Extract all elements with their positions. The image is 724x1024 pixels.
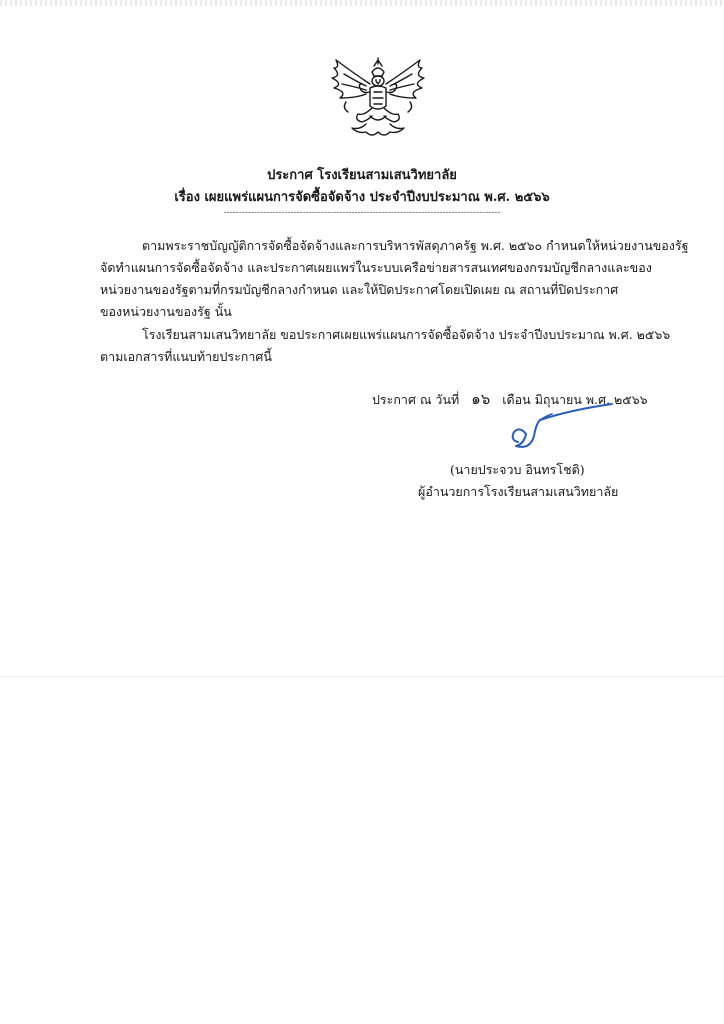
announcement-subject: เรื่อง เผยแพร่แผนการจัดซื้อจัดจ้าง ประจำปีงบประมาณ พ.ศ. ๒๕๖๖ [174, 190, 550, 205]
signatory-name: (นายประจวบ อินทรโชติ) [450, 462, 585, 477]
date-prefix: ประกาศ ณ วันที่ [372, 392, 460, 407]
paragraph-2-line-2: ตามเอกสารที่แนบท้ายประกาศนี้ [100, 349, 272, 364]
paragraph-1-line-2: จัดทำแผนการจัดซื้อจัดจ้าง และประกาศเผยแพร่ในระบบเครือข่ายสารสนเทศของกรมบัญชีกลางและของ [100, 260, 652, 275]
date-year: พ.ศ. ๒๕๖๖ [585, 392, 648, 407]
signatory-position: ผู้อำนวยการโรงเรียนสามเสนวิทยาลัย [418, 484, 619, 499]
scan-fold-line [0, 676, 724, 677]
paragraph-2-line-1: โรงเรียนสามเสนวิทยาลัย ขอประกาศเผยแพร่แผนการจัดซื้อจัดจ้าง ประจำปีงบประมาณ พ.ศ. ๒๕๖๖ [142, 327, 671, 342]
announcement-title: ประกาศ โรงเรียนสามเสนวิทยาลัย [267, 168, 457, 183]
scan-edge [0, 0, 724, 6]
date-day: ๑๖ [471, 390, 491, 408]
paragraph-1-line-1: ตามพระราชบัญญัติการจัดซื้อจัดจ้างและการบริหารพัสดุภาครัฐ พ.ศ. ๒๕๖๐ กำหนดให้หน่วยงานของรัฐ [142, 238, 689, 253]
date-month-label: เดือน [502, 392, 531, 407]
garuda-emblem [322, 54, 434, 142]
signature [500, 400, 620, 460]
date-month: มิถุนายน [534, 392, 582, 407]
title-divider: ------------------------------------------------------------------------------------------- [223, 208, 501, 218]
paragraph-1-line-3: หน่วยงานของรัฐตามที่กรมบัญชีกลางกำหนด และให้ปิดประกาศโดยเปิดเผย ณ สถานที่ปิดประกาศ [100, 282, 619, 297]
paragraph-1-line-4: ของหน่วยงานของรัฐ นั้น [100, 304, 232, 319]
